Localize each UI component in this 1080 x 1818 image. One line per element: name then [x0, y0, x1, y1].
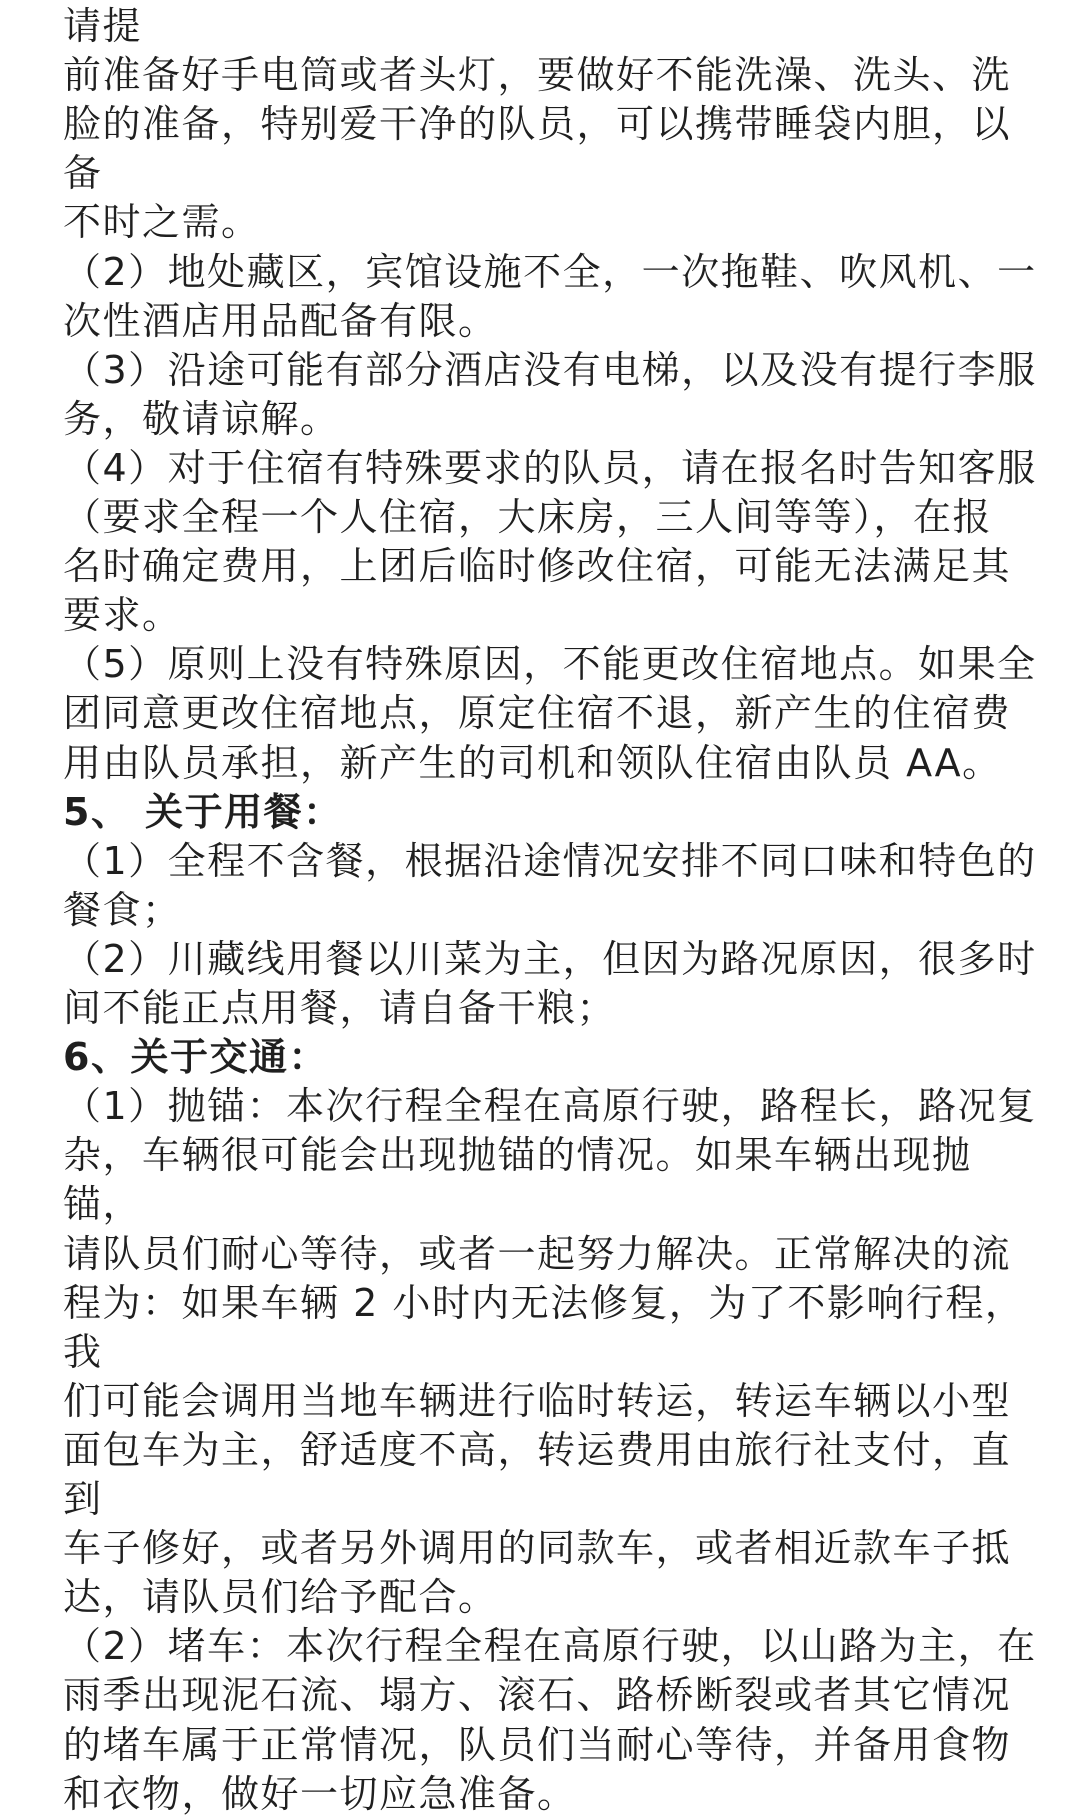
text-line: 的堵车属于正常情况，队员们当耐心等待，并备用食物: [63, 1722, 1012, 1767]
text-line: （3）沿途可能有部分酒店没有电梯，以及没有提行李服: [63, 347, 1037, 392]
text-line: 脸的准备，特别爱干净的队员，可以携带睡袋内胆，以: [63, 102, 1012, 147]
text-line: 们可能会调用当地车辆进行临时转运，转运车辆以小型: [63, 1378, 1012, 1423]
text-line: 车子修好，或者另外调用的同款车，或者相近款车子抵: [63, 1526, 1012, 1571]
section-heading: 5、 关于用餐：: [63, 789, 343, 834]
text-line: 次性酒店用品配备有限。: [63, 298, 498, 343]
text-line: 达，请队员们给予配合。: [63, 1575, 498, 1620]
text-line: 锚，: [63, 1182, 143, 1227]
text-line: 请提: [63, 4, 143, 48]
text-line: 面包车为主，舒适度不高，转运费用由旅行社支付，直: [63, 1427, 1012, 1472]
text-line: （要求全程一个人住宿，大床房，三人间等等），在报: [63, 495, 993, 539]
text-line: 用由队员承担，新产生的司机和领队住宿由队员 AA。: [63, 740, 1002, 785]
text-line: 和衣物，做好一切应急准备。: [63, 1771, 577, 1816]
text-line: 到: [63, 1477, 103, 1521]
text-line: 请队员们耐心等待，或者一起努力解决。正常解决的流: [63, 1231, 1012, 1276]
section-heading: 6、关于交通：: [63, 1035, 328, 1080]
text-line: 要求。: [63, 593, 182, 638]
text-line: 务，敬请谅解。: [63, 396, 340, 441]
text-line: 餐食；: [63, 887, 182, 932]
text-line: 杂，车辆很可能会出现抛锚的情况。如果车辆出现抛: [63, 1133, 972, 1178]
text-line: （2）堵车：本次行程全程在高原行驶，以山路为主，在: [63, 1624, 1037, 1669]
text-line: 团同意更改住宿地点，原定住宿不退，新产生的住宿费: [63, 691, 1012, 736]
text-line: 名时确定费用，上团后临时修改住宿，可能无法满足其: [63, 544, 1012, 589]
text-line: （2）川藏线用餐以川菜为主，但因为路况原因，很多时: [63, 936, 1037, 981]
text-line: （1）全程不含餐，根据沿途情况安排不同口味和特色的: [63, 838, 1037, 883]
text-line: （4）对于住宿有特殊要求的队员，请在报名时告知客服: [63, 445, 1037, 490]
text-line: 程为：如果车辆 2 小时内无法修复，为了不影响行程，: [63, 1280, 1025, 1325]
text-line: 备: [63, 151, 103, 196]
text-line: 雨季出现泥石流、塌方、滚石、路桥断裂或者其它情况: [63, 1673, 1012, 1718]
text-line: （2）地处藏区，宾馆设施不全，一次拖鞋、吹风机、一: [63, 249, 1037, 294]
text-line: （1）抛锚：本次行程全程在高原行驶，路程长，路况复: [63, 1084, 1037, 1129]
text-line: 我: [63, 1329, 103, 1374]
text-line: 间不能正点用餐，请自备干粮；: [63, 986, 617, 1030]
text-line: （5）原则上没有特殊原因，不能更改住宿地点。如果全: [63, 642, 1037, 687]
text-line: 前准备好手电筒或者头灯，要做好不能洗澡、洗头、洗: [63, 53, 1012, 98]
text-line: 不时之需。: [63, 200, 261, 245]
